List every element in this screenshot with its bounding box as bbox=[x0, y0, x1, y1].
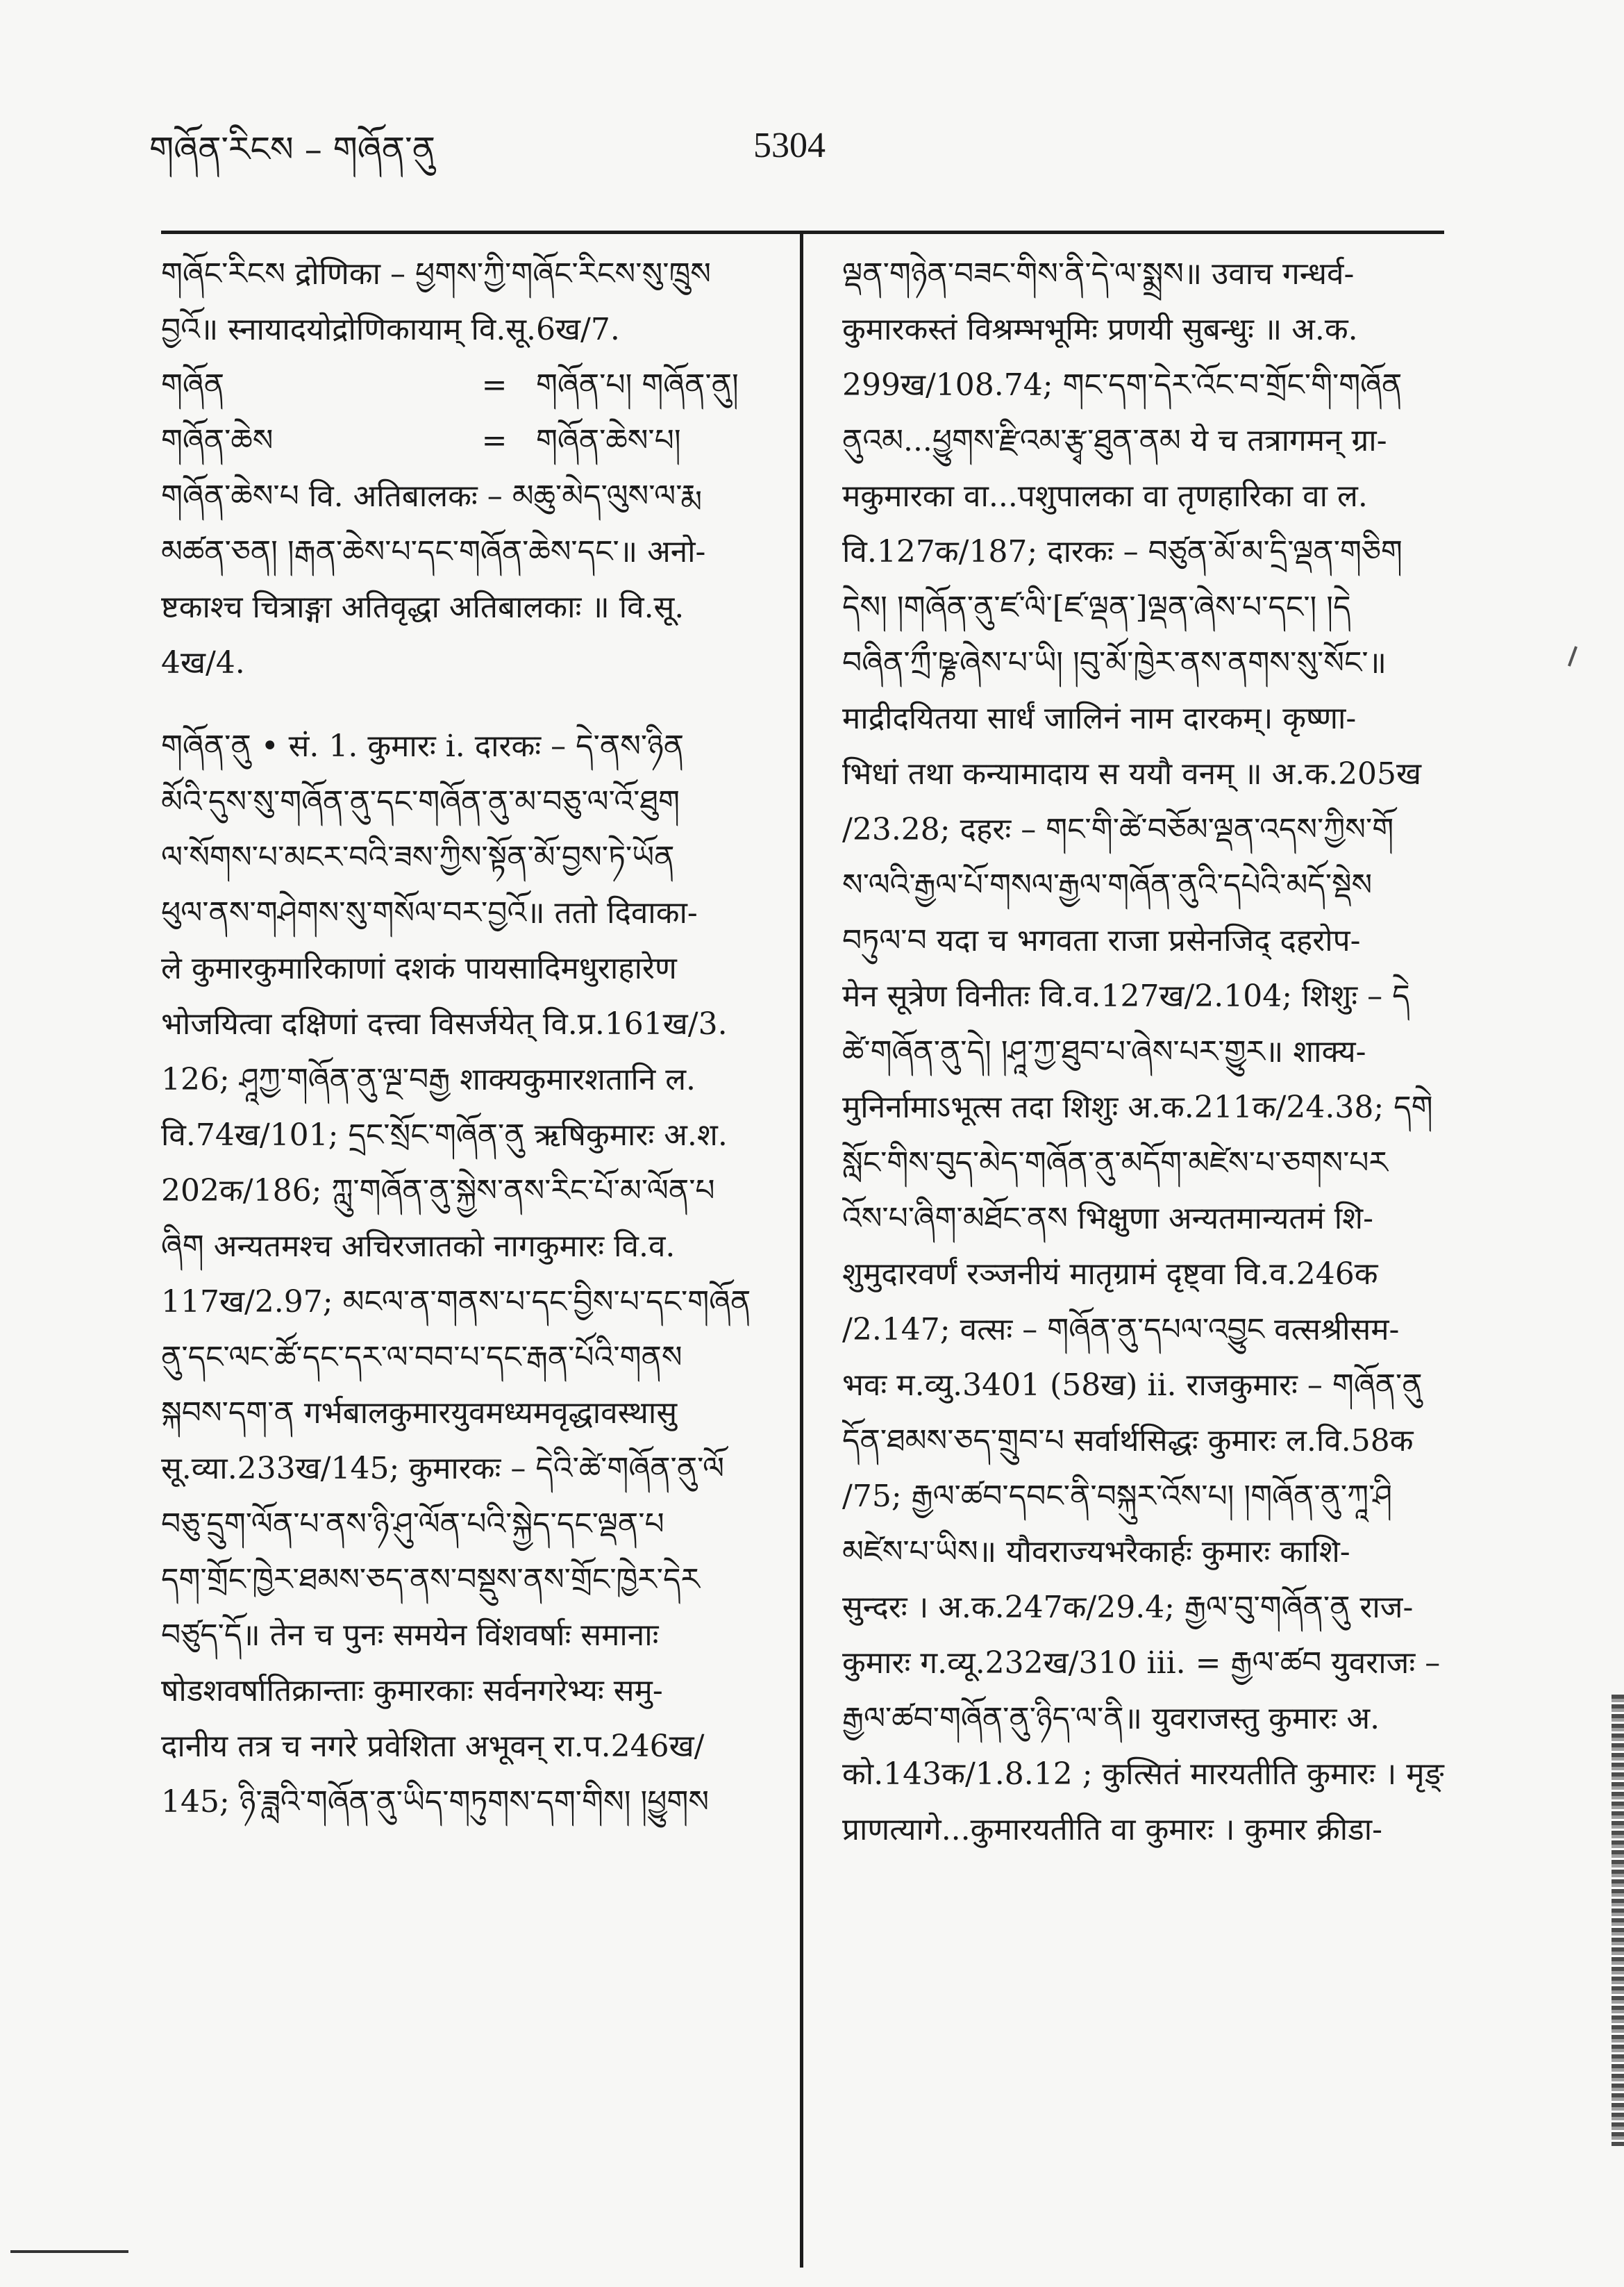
text-line: གཞོང་རིངས द्रोणिका – ཕྱགས་ཀྱི་གཞོང་རིངས་སུ་ཁྲུས bbox=[161, 256, 711, 292]
text-line: རྒྱལ་ཚབ་གཞོན་ནུ་ཉིད་ལ་ནི॥ युवराजस्तु कुमारः अ. bbox=[842, 1701, 1380, 1736]
entry-gloss: གཞོན་པ། གཞོན་ནུ། bbox=[536, 367, 739, 403]
text-line: ཕུལ་ནས་གཤེགས་སུ་གསོལ་བར་བྱའོ॥ ततो दिवाका- bbox=[161, 895, 698, 931]
text-line: གཞོན་ཆེས་པ वि. अतिबालकः – མཆུ་མེད་ལུས་ལ་རྨ bbox=[161, 479, 703, 514]
text-line: वि.74ख/101; དྲང་སྲོང་གཞོན་ནུ ऋषिकुमारः अ.श. bbox=[161, 1117, 728, 1153]
text-line: ས་ལའི་རྒྱལ་པོ་གསལ་རྒྱལ་གཞོན་ནུའི་དཔེའི་མདོ་སྡེས bbox=[842, 867, 1373, 903]
text-line: 117ख/2.97; མངལ་ན་གནས་པ་དང་བྱིས་པ་དང་གཞོན bbox=[161, 1284, 751, 1320]
text-line: मेन सूत्रेण विनीतः वि.व.127ख/2.104; शिशुः – དེ bbox=[842, 979, 1410, 1014]
entry-gloss: གཞོན་ཆེས་པ། bbox=[536, 423, 681, 458]
text-line: བཏུལ་བ यदा च भगवता राजा प्रसेनजिद् दहरोप- bbox=[842, 923, 1361, 958]
text-line: དག་གྲོང་ཁྱེར་ཐམས་ཅད་ནས་བསྡུས་ནས་གྲོང་ཁྱེར་དེར bbox=[161, 1562, 700, 1597]
text-line: བཞིན་ཀྲྀ་ཥྞ་ཞེས་པ་ཡི། །བུ་མོ་ཁྱེར་ནས་ནགས་སུ་སོང་॥ bbox=[842, 645, 1387, 681]
entry-gap bbox=[161, 691, 782, 719]
text-line: 4ख/4. bbox=[161, 645, 245, 681]
column-divider bbox=[800, 233, 803, 2268]
page-number: 5304 bbox=[753, 126, 826, 165]
text-line: འོས་པ་ཞིག་མཐོང་ནས भिक्षुणा अन्यतमान्यतमं शि- bbox=[842, 1201, 1373, 1236]
text-line: མཚན་ཅན། །རྒན་ཆེས་པ་དང་གཞོན་ཆེས་དང་॥ अनो- bbox=[161, 534, 706, 569]
text-line: सुन्दरः । अ.क.247क/29.4; རྒྱལ་བུ་གཞོན་ནུ राज- bbox=[842, 1590, 1414, 1625]
text-line: षोडशवर्षातिक्रान्ताः कुमारकाः सर्वनगरेभ्यः समु- bbox=[161, 1673, 663, 1708]
text-line: माद्रीदयितया सार्धं जालिनं नाम दारकम्। कृष्णा- bbox=[842, 701, 1357, 736]
text-line: ནུ་དང་ལང་ཚོ་དང་དར་ལ་བབ་པ་དང་རྒན་པོའི་གནས bbox=[161, 1340, 683, 1375]
text-line: ष्टकाश्च चित्राङ्गा अतिवृद्धा अतिबालकाः ॥ वि.सू. bbox=[161, 590, 685, 625]
text-line: वि.127क/187; दारकः – བཙུན་མོ་མ་དྲི་ལྡན་གཅིག bbox=[842, 534, 1403, 569]
entry-sep: = bbox=[481, 367, 508, 403]
stray-mark bbox=[1568, 646, 1577, 667]
text-line: དོན་ཐམས་ཅད་གྲུབ་པ सर्वार्थसिद्धः कुमारः ल.वि.58क bbox=[842, 1423, 1414, 1458]
text-line: གཞོན་ནུ • सं. 1. कुमारः i. दारकः – དེ་ནས་ཉིན bbox=[161, 729, 685, 764]
text-line: दानीय तत्र च नगरे प्रवेशिता अभूवन् रा.प.246ख/ bbox=[161, 1729, 705, 1764]
text-line: སློང་གིས་བུད་མེད་གཞོན་ནུ་མདོག་མཛེས་པ་ཅགས་པར bbox=[842, 1145, 1388, 1181]
text-line: 202क/186; ཀླུ་གཞོན་ནུ་སྐྱེས་ནས་རིང་པོ་མ་ལོན་པ bbox=[161, 1173, 715, 1208]
text-line: 299ख/108.74; གང་དག་དེར་འོང་བ་གྲོང་གི་གཞོན bbox=[842, 367, 1403, 403]
text-line: कुमारकस्तं विश्रम्भभूमिः प्रणयी सुबन्धुः ॥ अ.क. bbox=[842, 312, 1358, 347]
cross-reference-entry bbox=[161, 358, 782, 413]
left-column bbox=[161, 247, 782, 1830]
text-line: /23.28; दहरः – གང་གི་ཚེ་བཅོམ་ལྡན་འདས་ཀྱིས་གོ bbox=[842, 812, 1394, 847]
text-line: མཛེས་པ་ཡིས॥ यौवराज्यभरैकार्हः कुमारः काशि- bbox=[842, 1534, 1350, 1570]
text-line: /75; རྒྱལ་ཚབ་དབང་ནི་བསྐུར་འོས་པ། །གཞོན་ནུ་ཀཱ་ཤི bbox=[842, 1479, 1393, 1514]
text-line: 145; ཉི་ཟླའི་གཞོན་ནུ་ཡིད་གཏུགས་དག་གིས། །ཕྱུགས bbox=[161, 1784, 710, 1820]
text-line: སྐབས་དག་ན गर्भबालकुमारयुवमध्यमवृद्धावस्थासु bbox=[161, 1395, 678, 1431]
text-line: भोजयित्वा दक्षिणां दत्त्वा विसर्जयेत् वि.प्र.161ख/3. bbox=[161, 1006, 728, 1042]
text-line: ལ་སོགས་པ་མངར་བའི་ཟས་ཀྱིས་སྟོན་མོ་བྱས་ཏེ་ཡོན bbox=[161, 840, 675, 875]
text-line: सू.व्या.233ख/145; कुमारकः – དེའི་ཚེ་གཞོན་ནུ་ལོ bbox=[161, 1451, 725, 1486]
text-line: བྱའོ॥ स्नायादयोद्रोणिकायाम् वि.सू.6ख/7. bbox=[161, 312, 620, 347]
text-line: མོའི་དུས་སུ་གཞོན་ནུ་དང་གཞོན་ནུ་མ་བཅུ་ལ་འོ་ཐུག bbox=[161, 784, 680, 820]
text-line: 126; ཤཱཀྱ་གཞོན་ནུ་ལྔ་བརྒྱ शाक्यकुमारशतानि ल. bbox=[161, 1062, 696, 1097]
bottom-rule bbox=[10, 2250, 128, 2253]
text-line: मुनिर्नामाऽभूत्स तदा शिशुः अ.क.211क/24.38; དགེ bbox=[842, 1090, 1433, 1125]
text-line: དེས། །གཞོན་ནུ་ཛ་ལི་[ཛ་ལྡན་]ལྡན་ཞེས་པ་དང་། །དེ bbox=[842, 590, 1351, 625]
text-line: ཚེ་གཞོན་ནུ་དེ། །ཤཱ་ཀྱ་ཐུབ་པ་ཞེས་པར་གྱུར॥ शाक्य- bbox=[842, 1034, 1366, 1070]
entry-headword: གཞོན་ཆེས bbox=[161, 423, 274, 458]
text-line: ལྡན་གཉེན་བཟང་གིས་ནི་དེ་ལ་སྨྲས॥ उवाच गन्धर्व- bbox=[842, 256, 1355, 292]
text-line: ནུའམ...ཕྱུགས་རྫིའམ་རྩྭ་ཐུན་ནམ ये च तत्रागमन् ग्रा- bbox=[842, 423, 1387, 458]
text-line: ཞིག अन्यतमश्च अचिरजातको नागकुमारः वि.व. bbox=[161, 1229, 676, 1264]
entry-headword: གཞོན bbox=[161, 367, 225, 403]
text-line: मकुमारका वा...पशुपालका वा तृणहारिका वा ल. bbox=[842, 479, 1368, 514]
text-line: भिधां तथा कन्यामादाय स ययौ वनम् ॥ अ.क.205ख bbox=[842, 756, 1422, 792]
text-line: प्राणत्यागे...कुमारयतीति वा कुमारः । कुमार क्रीडा- bbox=[842, 1812, 1382, 1847]
text-line: /2.147; वत्सः – གཞོན་ནུ་དཔལ་འབྱུང वत्सश्रीसम- bbox=[842, 1312, 1400, 1347]
text-line: བཅུ་དྲུག་ལོན་པ་ནས་ཉི་ཤུ་ལོན་པའི་སྐྱེད་དང་ལྡན་པ bbox=[161, 1506, 664, 1542]
text-line: को.143क/1.8.12 ; कुत्सितं मारयतीति कुमारः । मृङ् bbox=[842, 1756, 1444, 1792]
right-column bbox=[842, 247, 1448, 1858]
cross-reference-entry bbox=[161, 413, 782, 469]
text-line: བཙུད་དོ॥ तेन च पुनः समयेन विंशवर्षाः समानाः bbox=[161, 1617, 659, 1653]
scan-edge-shadow bbox=[1612, 1695, 1624, 2146]
text-line: ले कुमारकुमारिकाणां दशकं पायसादिमधुराहारेण bbox=[161, 951, 677, 986]
entry-sep: = bbox=[481, 423, 508, 458]
running-header: གཞོན་རིངས – གཞོན་ནུ bbox=[149, 129, 435, 169]
text-line: शुमुदारवर्णं रञ्जनीयं मातृग्रामं दृष्ट्वा वि.व.246क bbox=[842, 1256, 1378, 1292]
text-line: कुमारः ग.व्यू.232ख/310 iii. = རྒྱལ་ཚབ युवराजः – bbox=[842, 1645, 1441, 1681]
text-line: भवः म.व्यु.3401 (58ख) ii. राजकुमारः – གཞོན་ནུ bbox=[842, 1367, 1423, 1403]
